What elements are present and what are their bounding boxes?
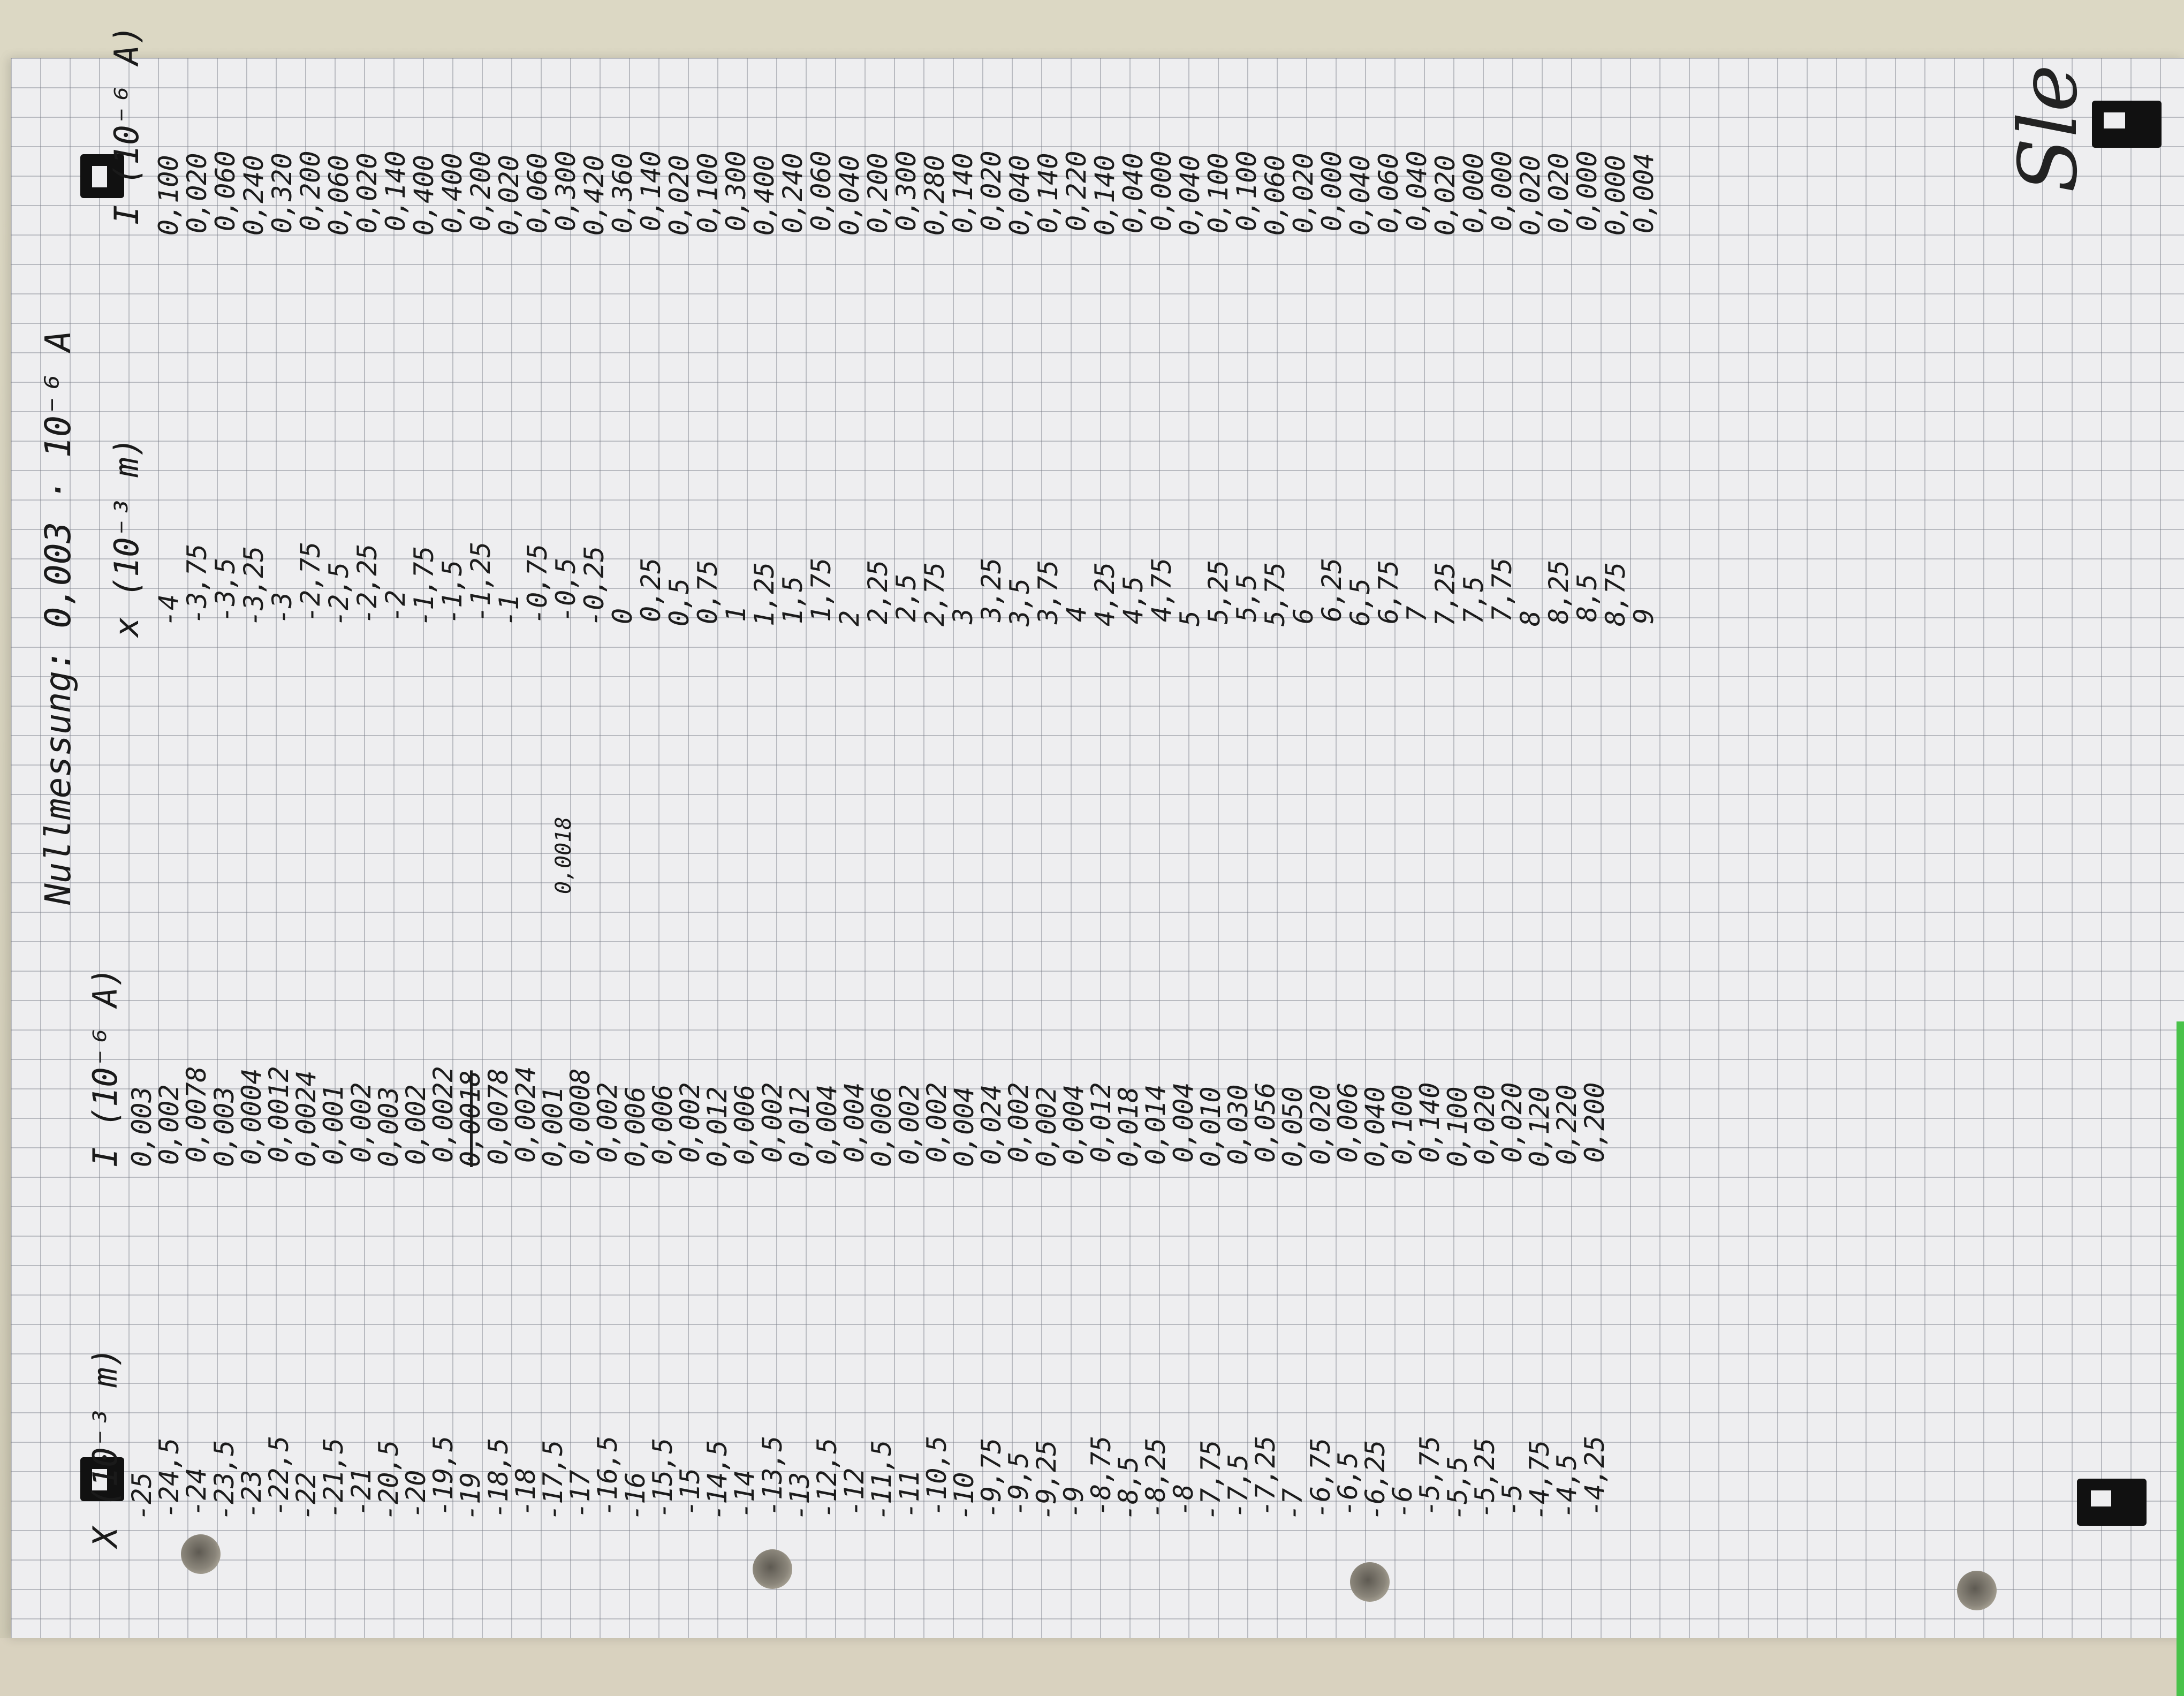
x-value-cell: -0,75	[522, 543, 553, 624]
current-value-cell: 0,030	[1223, 1084, 1254, 1165]
current-value-cell: 0,140	[947, 153, 979, 233]
current-value-cell: 0,140	[1033, 153, 1064, 233]
x-value-cell: 4,5	[1118, 576, 1149, 624]
x-value-cell: -0,25	[579, 546, 610, 626]
current-value-cell: 0,360	[607, 153, 638, 233]
current-value-cell: 0,006	[729, 1084, 761, 1165]
current-value-cell: 0,002	[921, 1082, 952, 1163]
current-value-cell: 0,060	[1260, 155, 1291, 236]
current-value-cell: 0,020	[1515, 155, 1546, 236]
current-value-cell: 0,300	[891, 150, 922, 231]
current-value-cell: 0,0004	[236, 1068, 267, 1165]
current-value-cell: 0,040	[1174, 155, 1205, 236]
current-value-cell: 0,006	[1332, 1082, 1363, 1163]
current-value-cell: 0,040	[834, 155, 865, 236]
x-value-cell: -15,5	[647, 1437, 678, 1518]
x-value-cell: 9	[1628, 608, 1659, 624]
x-value-cell: -2,5	[323, 562, 354, 626]
current-value-cell: 0,006	[647, 1084, 678, 1165]
x-value-cell: -8	[1167, 1483, 1199, 1516]
current-value-cell: 0,300	[721, 150, 752, 231]
current-value-cell: 0,020	[664, 155, 695, 236]
current-value-cell: 0,040	[1345, 155, 1376, 236]
current-value-cell: 0,0008	[565, 1068, 596, 1165]
current-value-cell: 0,002	[592, 1082, 624, 1163]
x-value-cell: -14,5	[702, 1440, 733, 1520]
current-value-cell: 0,001	[318, 1084, 350, 1165]
x-value-cell: -1,25	[465, 541, 496, 622]
current-value-cell: 0,004	[839, 1082, 870, 1163]
x-value-cell: -21	[345, 1467, 377, 1516]
x-value-cell: 2,25	[862, 559, 893, 624]
x-value-cell: -13	[784, 1472, 815, 1520]
x-value-cell: -4	[153, 594, 184, 626]
current-value-cell: 0,320	[267, 153, 298, 233]
current-value-cell: 0,000	[1146, 150, 1177, 231]
current-value-cell: 0,200	[295, 150, 326, 231]
x-value-cell: -8,25	[1140, 1437, 1172, 1518]
current-value-cell: 0,100	[1387, 1084, 1419, 1165]
x-value-cell: -5	[1497, 1483, 1528, 1516]
current-value-cell: 0,003	[126, 1086, 157, 1167]
current-value-cell: 0,000	[1458, 153, 1489, 233]
x-value-cell: 6,25	[1316, 557, 1347, 622]
current-value-cell: 0,200	[465, 150, 496, 231]
x-value-cell: -5,75	[1414, 1435, 1446, 1516]
signature: Sle	[2002, 64, 2095, 193]
x-value-cell: -2,25	[352, 543, 383, 624]
x-value-cell: -4,25	[1579, 1435, 1610, 1516]
current-value-cell: 0,002	[345, 1082, 377, 1163]
x-value-cell: 2	[834, 610, 865, 626]
current-value-cell: 0,020	[976, 150, 1007, 231]
x-value-cell: -20,5	[373, 1440, 404, 1520]
x-value-cell: 1	[721, 605, 752, 622]
current-value-cell: 0,024	[976, 1084, 1007, 1165]
x-value-cell: 0,75	[692, 559, 723, 624]
current-value-cell: 0,140	[1089, 155, 1120, 236]
x-value-cell: -19	[455, 1472, 487, 1520]
x-value-cell: -17,5	[537, 1440, 568, 1520]
x-value-cell: 0,25	[635, 557, 666, 622]
current-value-cell: 0,040	[1004, 155, 1035, 236]
current-value-cell: 0,004	[1628, 153, 1659, 233]
current-value-cell: 0,012	[1086, 1082, 1117, 1163]
x-value-cell: -12	[839, 1467, 870, 1516]
x-value-cell: -7,25	[1250, 1435, 1281, 1516]
current-value-cell: 0,002	[1003, 1082, 1035, 1163]
x-value-cell: -13,5	[756, 1435, 788, 1516]
x-value-cell: 8,5	[1572, 573, 1603, 622]
x-value-cell: 5,25	[1203, 559, 1234, 624]
x-value-cell: -3,5	[210, 557, 241, 622]
current-value-cell: 0,140	[635, 150, 666, 231]
current-value-cell: 0,300	[550, 150, 581, 231]
current-value-cell: 0,060	[323, 155, 354, 236]
x-value-cell: -2,75	[295, 541, 326, 622]
x-value-cell: -18	[510, 1467, 541, 1516]
current-value-cell: 0,006	[619, 1086, 651, 1167]
x-value-cell: -3,75	[181, 543, 213, 624]
x-value-cell: -24	[181, 1467, 213, 1516]
x-value-cell: -2	[380, 589, 411, 622]
x-value-cell: -25	[126, 1472, 157, 1520]
current-value-cell: 0,020	[1305, 1084, 1336, 1165]
current-value-cell: 0,200	[1579, 1082, 1610, 1163]
x-value-cell: -19,5	[428, 1435, 459, 1516]
x-value-cell: 1,75	[806, 557, 837, 622]
x-value-cell: 7,75	[1487, 557, 1518, 622]
current-value-cell: 0,060	[806, 150, 837, 231]
current-value-cell: 0,400	[408, 155, 439, 236]
x-value-cell: -9	[1058, 1486, 1089, 1518]
current-value-cell: 0,010	[1195, 1086, 1226, 1167]
x-value-cell: -15	[674, 1467, 706, 1516]
x-value-cell: -17	[565, 1470, 596, 1518]
current-value-cell: 0,020	[1288, 153, 1319, 233]
x-value-cell: -10	[949, 1472, 980, 1520]
x-value-cell: 8,25	[1543, 559, 1574, 624]
current-value-cell: 0,040	[1118, 153, 1149, 233]
x-value-cell: -11,5	[866, 1440, 898, 1520]
current-value-cell: 0,012	[702, 1086, 733, 1167]
x-value-cell: -0,5	[550, 557, 581, 622]
current-value-cell: 0,014	[1140, 1084, 1172, 1165]
x-value-cell: -1	[494, 594, 525, 626]
current-value-cell: 0,002	[674, 1082, 706, 1163]
current-value-cell: 0,002	[893, 1084, 925, 1165]
current-value-cell: 0,020	[1430, 155, 1461, 236]
x-value-cell: -14	[729, 1470, 761, 1518]
current-value-cell: 0,0012	[263, 1066, 294, 1163]
current-value-cell: 0,003	[208, 1086, 240, 1167]
x-value-cell: -9,75	[976, 1437, 1007, 1518]
x-value-cell: -12,5	[812, 1437, 843, 1518]
x-value-cell: -22	[291, 1472, 322, 1520]
current-value-cell: 0,400	[749, 155, 780, 236]
current-value-cell: 0,020	[1497, 1082, 1528, 1163]
header-i-left: I (10⁻⁶ A)	[86, 967, 125, 1167]
current-value-cell: 0,240	[238, 155, 269, 236]
x-value-cell: -4,75	[1524, 1440, 1556, 1520]
current-value-cell: 0,060	[522, 153, 553, 233]
x-value-cell: 0	[607, 608, 638, 624]
current-value-cell: 0,0078	[482, 1068, 514, 1165]
x-value-cell: 8	[1515, 610, 1546, 626]
header-x-right: x (10⁻³ m)	[107, 437, 146, 637]
x-value-cell: -16,5	[592, 1435, 624, 1516]
current-value-cell: 0,060	[210, 150, 241, 231]
current-value-cell: 0,100	[692, 153, 723, 233]
x-value-cell: 1,25	[749, 562, 780, 626]
x-value-cell: 3	[947, 608, 979, 624]
x-value-cell: 7,25	[1430, 562, 1461, 626]
x-value-cell: 2,75	[919, 562, 950, 626]
x-value-cell: -8,5	[1113, 1456, 1144, 1520]
x-value-cell: 6,5	[1345, 578, 1376, 626]
x-value-cell: 6,75	[1373, 559, 1404, 624]
current-value-cell: 0,003	[373, 1086, 404, 1167]
x-value-cell: -11	[893, 1470, 925, 1518]
current-value-cell: 0,002	[400, 1084, 431, 1165]
x-value-cell: -1,75	[408, 546, 439, 626]
x-value-cell: -8,75	[1086, 1435, 1117, 1516]
x-value-cell: 4,75	[1146, 557, 1177, 622]
current-value-cell: 0,020	[1543, 153, 1574, 233]
current-value-cell: 0,004	[949, 1086, 980, 1167]
x-value-cell: -23	[236, 1470, 267, 1518]
x-value-cell: -18,5	[482, 1437, 514, 1518]
current-value-cell: 0,050	[1277, 1086, 1309, 1167]
current-value-cell: 0,012	[784, 1086, 815, 1167]
x-value-cell: -5,5	[1442, 1456, 1473, 1520]
current-value-cell: 0,100	[1231, 150, 1262, 231]
x-value-cell: -6,5	[1332, 1451, 1363, 1516]
current-value-cell: 0,056	[1250, 1082, 1281, 1163]
x-value-cell: -9,5	[1003, 1451, 1035, 1516]
current-value-cell: 0,002	[1030, 1086, 1062, 1167]
x-value-cell: -7	[1277, 1488, 1309, 1520]
x-value-cell: -6	[1387, 1486, 1419, 1518]
current-value-cell: 0,0078	[181, 1066, 213, 1163]
current-value-cell: 0,018	[1113, 1086, 1144, 1167]
current-value-cell: 0,002	[756, 1082, 788, 1163]
x-value-cell: -5,25	[1469, 1437, 1500, 1518]
current-value-cell: 0,0024	[510, 1066, 541, 1163]
x-value-cell: 5,75	[1260, 562, 1291, 626]
x-value-cell: -10,5	[921, 1435, 952, 1516]
current-value-cell: 0,120	[1524, 1086, 1556, 1167]
current-value-cell: 0,006	[866, 1086, 898, 1167]
x-value-cell: 3,25	[976, 557, 1007, 622]
current-value-cell: 0,040	[1401, 150, 1432, 231]
current-value-cell: 0,140	[1414, 1082, 1446, 1163]
header-x-left: X (10⁻³ m)	[86, 1347, 125, 1547]
current-value-cell: 0,0022	[428, 1066, 459, 1163]
x-value-cell: -7,5	[1223, 1453, 1254, 1518]
current-value-cell: 0,004	[812, 1084, 843, 1165]
current-value-cell: 0,020	[1469, 1084, 1500, 1165]
x-value-cell: -6,75	[1305, 1437, 1336, 1518]
current-value-cell: 0,004	[1058, 1084, 1089, 1165]
rotated-notebook-content	[11, 25, 2184, 1638]
x-value-cell: -21,5	[318, 1437, 350, 1518]
current-value-cell: 0,060	[1373, 153, 1404, 233]
current-value-cell: 0,200	[862, 153, 893, 233]
x-value-cell: -23,5	[208, 1440, 240, 1520]
x-value-cell: -16	[619, 1472, 651, 1520]
x-value-cell: -20	[400, 1470, 431, 1518]
current-value-cell: 0,240	[777, 153, 808, 233]
x-value-cell: -7,75	[1195, 1440, 1226, 1520]
correction-note: 0,0018	[551, 816, 576, 894]
x-value-cell: 1,5	[777, 576, 808, 624]
current-value-cell: 0,220	[1551, 1084, 1583, 1165]
null-measurement-note: Nullmessung: 0,003 · 10⁻⁶ A	[37, 330, 79, 905]
x-value-cell: 7	[1401, 605, 1432, 622]
x-value-cell: 8,75	[1600, 562, 1631, 626]
x-value-cell: -9,25	[1030, 1440, 1062, 1520]
x-value-cell: 5	[1174, 610, 1205, 626]
current-value-cell: 0,040	[1360, 1086, 1391, 1167]
current-value-cell: 0,000	[1316, 150, 1347, 231]
x-value-cell: -24,5	[154, 1437, 185, 1518]
x-value-cell: 2,5	[891, 573, 922, 622]
current-value-cell: 0,004	[1167, 1082, 1199, 1163]
x-value-cell: 6	[1288, 608, 1319, 624]
x-value-cell: 3,75	[1033, 559, 1064, 624]
current-value-cell: 0,0018	[455, 1070, 487, 1167]
x-value-cell: -4,5	[1551, 1453, 1583, 1518]
current-value-cell: 0,001	[537, 1086, 568, 1167]
current-value-cell: 0,000	[1487, 150, 1518, 231]
current-value-cell: 0,420	[579, 155, 610, 236]
current-value-cell: 0,020	[352, 153, 383, 233]
x-value-cell: -1,5	[437, 559, 468, 624]
current-value-cell: 0,000	[1572, 150, 1603, 231]
current-value-cell: 0,100	[1442, 1086, 1473, 1167]
x-value-cell: -3,25	[238, 546, 269, 626]
x-value-cell: 3,5	[1004, 578, 1035, 626]
current-value-cell: 0,100	[153, 155, 184, 236]
x-value-cell: 4	[1061, 605, 1092, 622]
x-value-cell: 0,5	[664, 578, 695, 626]
current-value-cell: 0,020	[494, 155, 525, 236]
x-value-cell: 5,5	[1231, 573, 1262, 622]
current-value-cell: 0,400	[437, 153, 468, 233]
current-value-cell: 0,000	[1600, 155, 1631, 236]
x-value-cell: -6,25	[1360, 1440, 1391, 1520]
current-value-cell: 0,140	[380, 150, 411, 231]
x-value-cell: -22,5	[263, 1435, 294, 1516]
current-value-cell: 0,220	[1061, 150, 1092, 231]
current-value-cell: 0,002	[154, 1084, 185, 1165]
current-value-cell: 0,0024	[291, 1070, 322, 1167]
x-value-cell: 7,5	[1458, 576, 1489, 624]
x-value-cell: -3	[267, 592, 298, 624]
x-value-cell: 4,25	[1089, 562, 1120, 626]
current-value-cell: 0,020	[181, 153, 213, 233]
current-value-cell: 0,280	[919, 155, 950, 236]
current-value-cell: 0,100	[1203, 153, 1234, 233]
header-i-right: I (10⁻⁶ A)	[107, 25, 146, 225]
